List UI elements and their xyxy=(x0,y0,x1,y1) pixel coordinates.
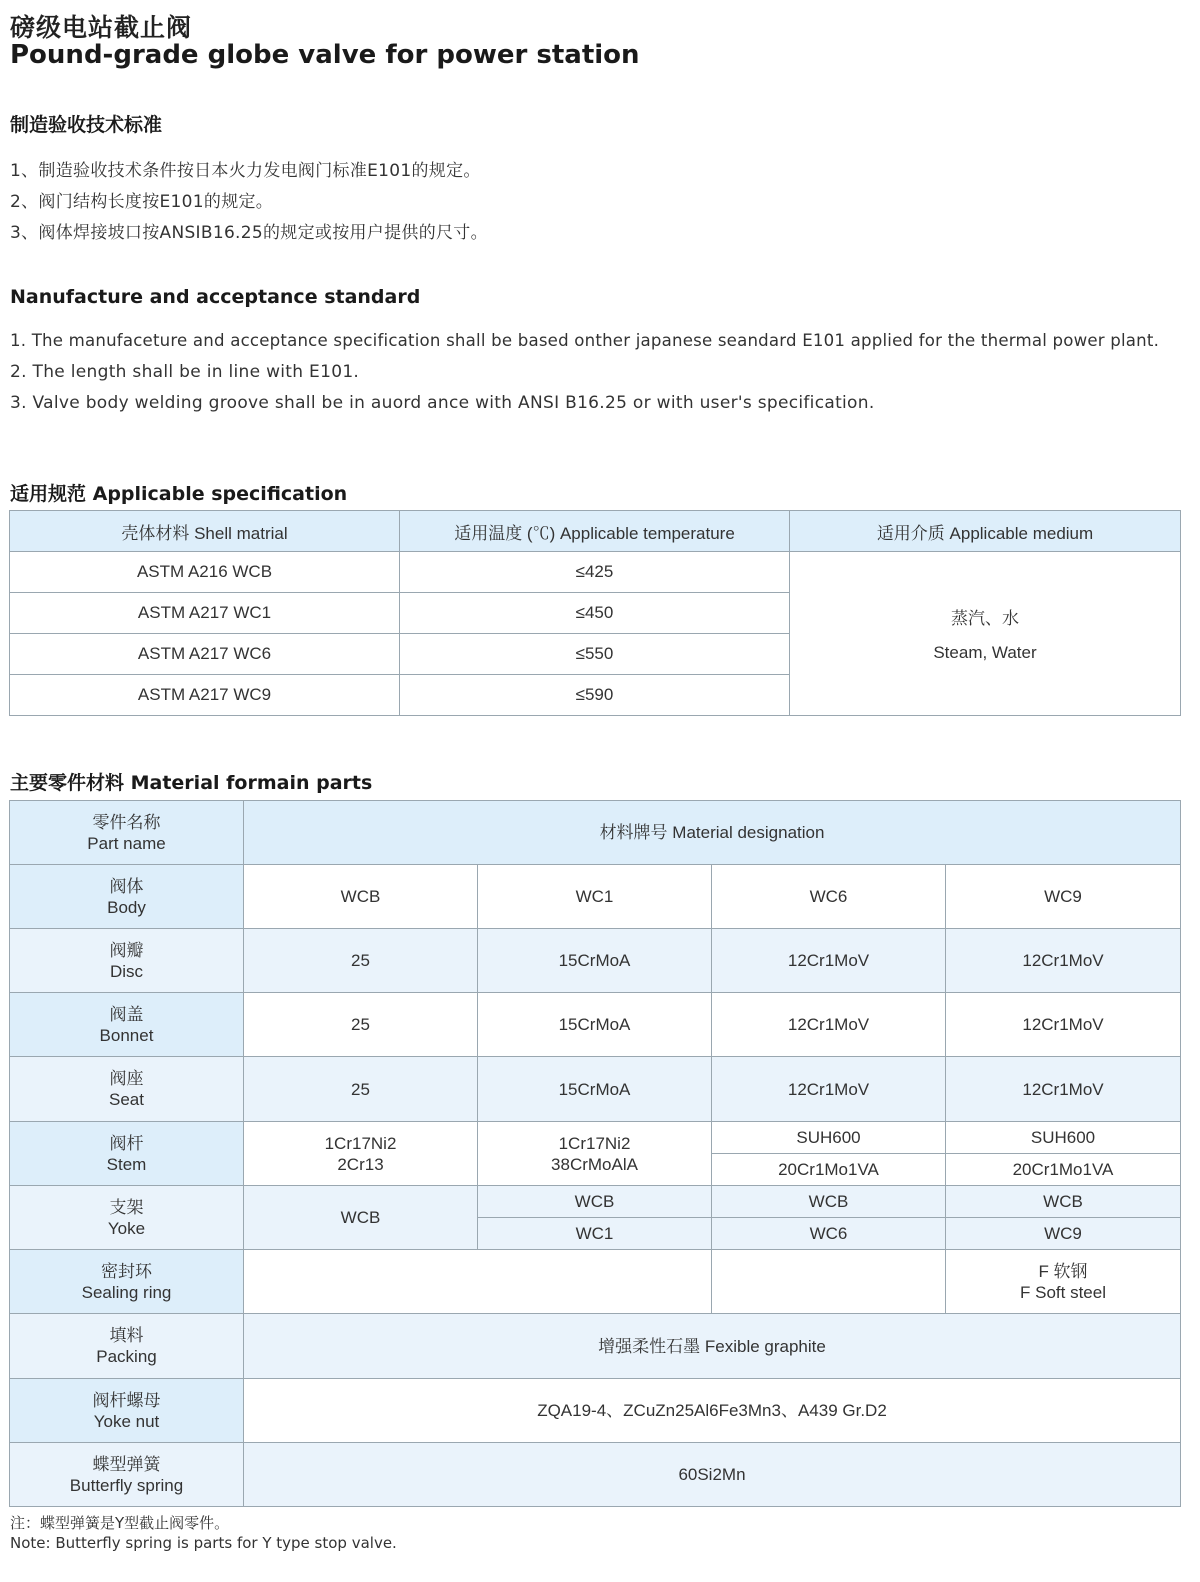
standard-cn-item-1: 1、制造验收技术条件按日本火力发电阀门标准E101的规定。 xyxy=(10,161,481,181)
part-name-packing xyxy=(10,1314,244,1379)
cell-butterfly-spring: 60Si2Mn xyxy=(244,1443,1181,1507)
part-name-disc xyxy=(10,929,244,993)
cell-wc6 xyxy=(712,1250,946,1314)
cell-wc6: 12Cr1MoV xyxy=(712,1057,946,1122)
spec-temp: ≤590 xyxy=(400,675,790,716)
cell-wcb: WCB xyxy=(244,1186,478,1250)
spec-medium-en: Steam, Water xyxy=(933,643,1037,662)
cell-packing: 增强柔性石墨 Fexible graphite xyxy=(244,1314,1181,1379)
cell-wcb: 25 xyxy=(244,929,478,993)
cell-wc9: WC9 xyxy=(946,1218,1181,1250)
spec-header-temp: 适用温度 (℃) Applicable temperature xyxy=(400,511,790,552)
part-en: Sealing ring xyxy=(81,1282,172,1302)
spec-material: ASTM A217 WC9 xyxy=(10,675,400,716)
note-cn: 注：蝶型弹簧是Y型截止阀零件。 xyxy=(10,1514,230,1532)
part-cn: 阀座 xyxy=(109,1069,144,1088)
row-seat xyxy=(10,1057,1181,1122)
part-name-butterfly-spring xyxy=(10,1443,244,1507)
spec-header-shell: 壳体材料 Shell matrial xyxy=(10,511,400,552)
cell-wc9: SUH600 xyxy=(946,1122,1181,1154)
cell-wcb xyxy=(244,1122,478,1186)
cell-wc6: 12Cr1MoV xyxy=(712,993,946,1057)
row-body xyxy=(10,865,1181,929)
part-cn: 阀盖 xyxy=(109,1004,144,1024)
spec-temp: ≤450 xyxy=(400,593,790,634)
materials-heading: 主要零件材料 Material formain parts xyxy=(10,772,373,794)
cell-wc1: WCB xyxy=(478,1186,712,1218)
row-yoke-nut xyxy=(10,1379,1181,1443)
cell-yoke-nut: ZQA19-4、ZCuZn25Al6Fe3Mn3、A439 Gr.D2 xyxy=(244,1379,1181,1443)
cell-wc6: 20Cr1Mo1VA xyxy=(712,1154,946,1186)
standard-cn-heading: 制造验收技术标准 xyxy=(10,114,163,136)
cell-wc1: WC1 xyxy=(478,865,712,929)
spec-material: ASTM A216 WCB xyxy=(10,552,400,593)
part-en: Disc xyxy=(109,961,144,981)
header-part-name xyxy=(10,801,244,865)
page-title-cn: 磅级电站截止阀 xyxy=(10,13,193,42)
cell-line: 38CrMoAlA xyxy=(551,1154,638,1174)
part-en: Yoke xyxy=(107,1218,146,1238)
part-en: Seat xyxy=(109,1090,144,1109)
part-cn: 阀杆 xyxy=(109,1133,144,1153)
spec-material: ASTM A217 WC6 xyxy=(10,634,400,675)
standard-en-item-1: 1. The manufaceture and acceptance specification shall be based onther japanese seandard E101 applied for the thermal power plant. xyxy=(10,331,1160,350)
standard-cn-item-3: 3、阀体焊接坡口按ANSIB16.25的规定或按用户提供的尺寸。 xyxy=(10,223,488,243)
cell-wc9 xyxy=(946,1250,1181,1314)
row-sealing-ring xyxy=(10,1250,1181,1314)
cell-line: F 软钢 xyxy=(1038,1261,1088,1281)
header-part-cn: 零件名称 xyxy=(92,812,161,832)
part-cn: 蝶型弹簧 xyxy=(92,1454,161,1474)
spec-table xyxy=(9,510,1181,716)
cell-wc6: SUH600 xyxy=(712,1122,946,1154)
cell-wc6: WC6 xyxy=(712,865,946,929)
cell-wcb: 25 xyxy=(244,993,478,1057)
cell-wc6: 12Cr1MoV xyxy=(712,929,946,993)
part-cn: 密封环 xyxy=(101,1261,152,1281)
spec-medium-cn: 蒸汽、水 xyxy=(951,609,1019,628)
cell-line: 1Cr17Ni2 xyxy=(558,1133,631,1153)
cell-wcb-wc1 xyxy=(244,1250,712,1314)
row-disc xyxy=(10,929,1181,993)
row-stem xyxy=(10,1122,1181,1154)
page-title-en: Pound-grade globe valve for power station xyxy=(10,40,640,70)
spec-medium xyxy=(790,552,1181,716)
cell-wc9: 12Cr1MoV xyxy=(946,1057,1181,1122)
spec-header-medium: 适用介质 Applicable medium xyxy=(790,511,1181,552)
cell-wc6: WC6 xyxy=(712,1218,946,1250)
cell-wc1 xyxy=(478,1122,712,1186)
row-yoke xyxy=(10,1186,1181,1218)
standard-en-item-3: 3. Valve body welding groove shall be in auord ance with ANSI B16.25 or with user's specification. xyxy=(10,393,875,413)
cell-wc9: 20Cr1Mo1VA xyxy=(946,1154,1181,1186)
header-part-en: Part name xyxy=(87,833,166,853)
part-cn: 支架 xyxy=(109,1197,144,1217)
spec-header-row xyxy=(10,511,1181,552)
cell-wc1: WC1 xyxy=(478,1218,712,1250)
part-name-sealing-ring xyxy=(10,1250,244,1314)
part-name-bonnet xyxy=(10,993,244,1057)
cell-wc9: WCB xyxy=(946,1186,1181,1218)
standard-en-heading: Nanufacture and acceptance standard xyxy=(10,286,421,308)
part-en: Packing xyxy=(96,1347,157,1366)
row-bonnet xyxy=(10,993,1181,1057)
cell-wcb: 25 xyxy=(244,1057,478,1122)
materials-table xyxy=(9,800,1181,1507)
part-cn: 阀体 xyxy=(109,876,144,896)
part-cn: 阀杆螺母 xyxy=(92,1390,161,1410)
cell-line: 1Cr17Ni2 xyxy=(324,1133,397,1153)
part-name-body xyxy=(10,865,244,929)
part-name-yoke xyxy=(10,1186,244,1250)
part-en: Stem xyxy=(106,1154,147,1174)
part-cn: 填料 xyxy=(109,1326,144,1345)
standard-cn-item-2: 2、阀门结构长度按E101的规定。 xyxy=(10,192,274,212)
cell-wc1: 15CrMoA xyxy=(478,993,712,1057)
part-en: Butterfly spring xyxy=(69,1475,184,1495)
cell-wc9: WC9 xyxy=(946,865,1181,929)
part-en: Bonnet xyxy=(99,1025,154,1045)
spec-row xyxy=(10,552,1181,593)
cell-line: F Soft steel xyxy=(1020,1282,1106,1302)
part-name-stem xyxy=(10,1122,244,1186)
part-name-yoke-nut xyxy=(10,1379,244,1443)
part-en: Body xyxy=(107,897,146,917)
note-en: Note: Butterfly spring is parts for Y type stop valve. xyxy=(10,1534,397,1552)
row-butterfly-spring xyxy=(10,1443,1181,1507)
cell-wc1: 15CrMoA xyxy=(478,1057,712,1122)
materials-header-row xyxy=(10,801,1181,865)
part-en: Yoke nut xyxy=(93,1411,160,1431)
spec-temp: ≤550 xyxy=(400,634,790,675)
part-cn: 阀瓣 xyxy=(109,940,144,960)
spec-heading: 适用规范 Applicable specification xyxy=(10,483,348,505)
spec-temp: ≤425 xyxy=(400,552,790,593)
spec-material: ASTM A217 WC1 xyxy=(10,593,400,634)
row-packing xyxy=(10,1314,1181,1379)
cell-wc1: 15CrMoA xyxy=(478,929,712,993)
cell-wc9: 12Cr1MoV xyxy=(946,929,1181,993)
cell-wc9: 12Cr1MoV xyxy=(946,993,1181,1057)
cell-wcb: WCB xyxy=(244,865,478,929)
standard-en-item-2: 2. The length shall be in line with E101. xyxy=(10,362,360,382)
cell-line: 2Cr13 xyxy=(337,1154,384,1174)
cell-wc6: WCB xyxy=(712,1186,946,1218)
header-designation: 材料牌号 Material designation xyxy=(244,801,1181,865)
part-name-seat xyxy=(10,1057,244,1122)
